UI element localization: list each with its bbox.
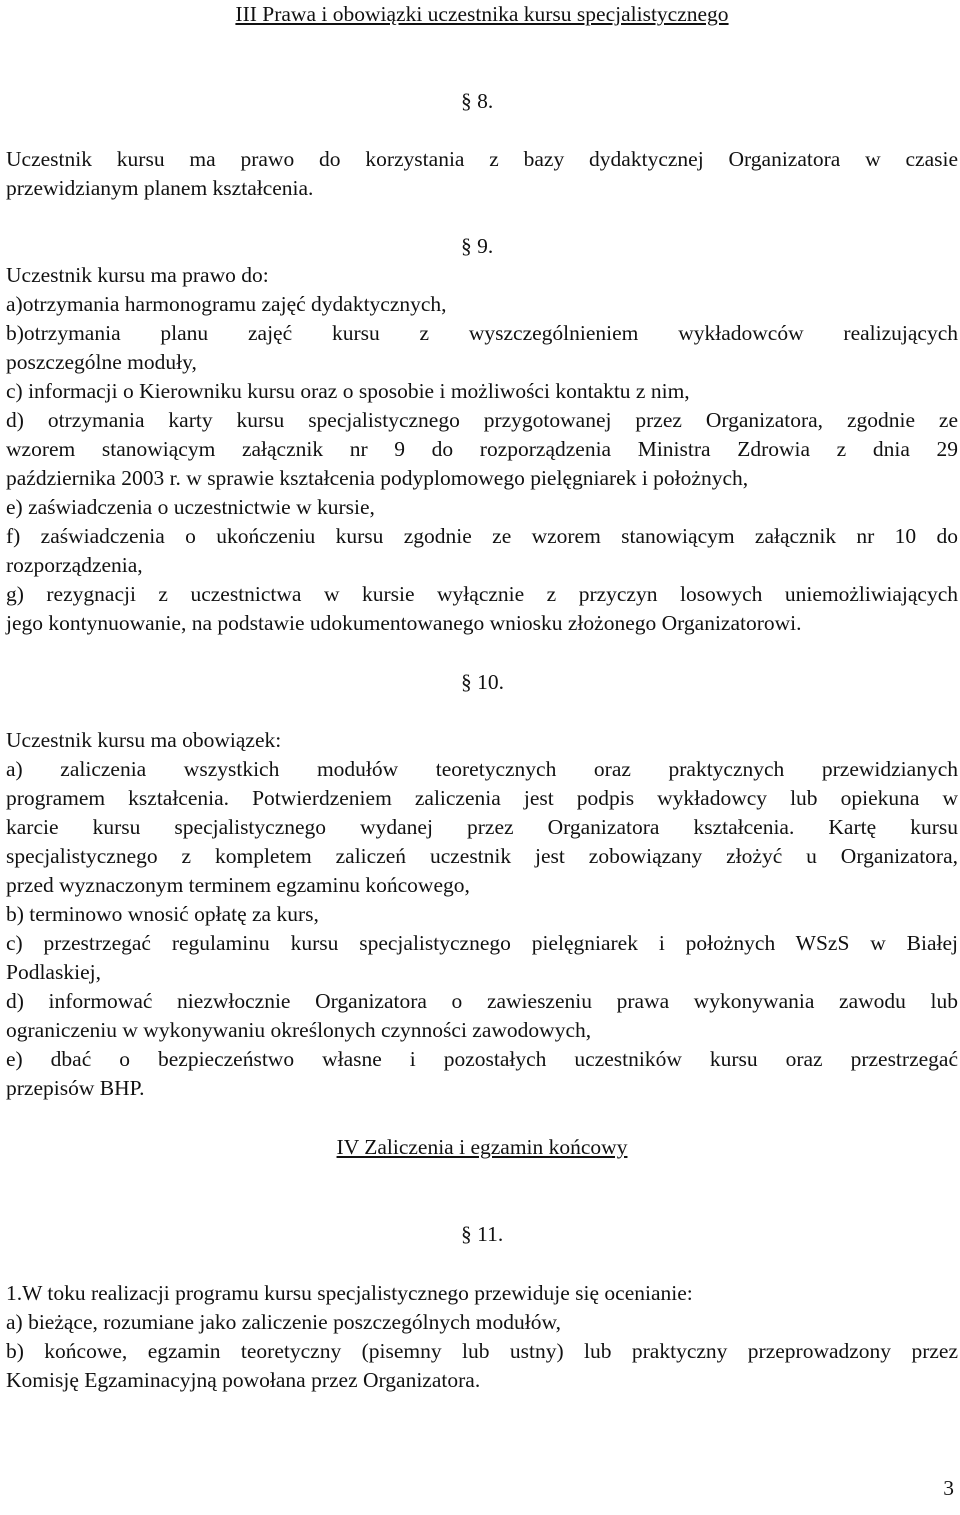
text-line: a)otrzymania harmonogramu zajęć dydaktycznych, [6,292,447,316]
paragraph-mark-10: § 10. [461,670,504,694]
text-line: Uczestnik kursu ma prawo do korzystania z bazy dydaktycznej Organizatora w czasie [6,147,958,171]
text-line: rozporządzenia, [6,553,143,577]
text-line: g) rezygnacji z uczestnictwa w kursie wyłącznie z przyczyn losowych uniemożliwiających [6,582,958,606]
paragraph-8-text [6,145,958,203]
text-line: d) otrzymania karty kursu specjalistycznego przygotowanej przez Organizatora, zgodnie ze [6,408,958,432]
text-line: e) zaświadczenia o uczestnictwie w kursie, [6,495,375,519]
paragraph-9-text [6,261,958,638]
text-line: b) końcowe, egzamin teoretyczny (pisemny lub ustny) lub praktyczny przeprowadzony przez [6,1339,958,1363]
paragraph-mark-9: § 9. [461,234,494,258]
text-line: d) informować niezwłocznie Organizatora o zawieszeniu prawa wykonywania zawodu lub [6,989,958,1013]
text-line: Komisję Egzaminacyjną powołana przez Organizatora. [6,1368,481,1392]
text-line: jego kontynuowanie, na podstawie udokumentowanego wniosku złożonego Organizatorowi. [6,611,802,635]
text-line: specjalistycznego z kompletem zaliczeń uczestnik jest zobowiązany złożyć u Organizatora, [6,844,958,868]
page-number: 3 [943,1476,954,1500]
text-line: ograniczeniu w wykonywaniu określonych czynności zawodowych, [6,1018,592,1042]
text-line: programem kształcenia. Potwierdzeniem zaliczenia jest podpis wykładowcy lub opiekuna w [6,786,958,810]
section-heading-iv: IV Zaliczenia i egzamin końcowy [336,1135,628,1159]
text-line: przepisów BHP. [6,1076,145,1100]
text-line: Uczestnik kursu ma obowiązek: [6,728,282,752]
text-line: przewidzianym planem kształcenia. [6,176,314,200]
text-line: c) informacji o Kierowniku kursu oraz o sposobie i możliwości kontaktu z nim, [6,379,690,403]
text-line: b) terminowo wnosić opłatę za kurs, [6,902,319,926]
text-line: a) zaliczenia wszystkich modułów teoretycznych oraz praktycznych przewidzianych [6,757,958,781]
text-line: wzorem stanowiącym załącznik nr 9 do rozporządzenia Ministra Zdrowia z dnia 29 [6,437,958,461]
text-line: karcie kursu specjalistycznego wydanej przez Organizatora kształcenia. Kartę kursu [6,815,958,839]
text-line: c) przestrzegać regulaminu kursu specjalistycznego pielęgniarek i położnych WSzS w Białej [6,931,958,955]
document-page [6,0,958,1515]
paragraph-11-text [6,1279,958,1395]
text-line: b)otrzymania planu zajęć kursu z wyszczególnieniem wykładowców realizujących [6,321,958,345]
paragraph-mark-8: § 8. [461,89,494,113]
section-heading-iii: III Prawa i obowiązki uczestnika kursu specjalistycznego [235,2,729,26]
text-line: Podlaskiej, [6,960,101,984]
text-line: f) zaświadczenia o ukończeniu kursu zgodnie ze wzorem stanowiącym załącznik nr 10 do [6,524,958,548]
text-line: października 2003 r. w sprawie kształcenia podyplomowego pielęgniarek i położnych, [6,466,749,490]
text-line: przed wyznaczonym terminem egzaminu końcowego, [6,873,470,897]
paragraph-mark-11: § 11. [461,1222,504,1246]
text-line: a) bieżące, rozumiane jako zaliczenie poszczególnych modułów, [6,1310,561,1334]
text-line: poszczególne moduły, [6,350,197,374]
text-line: e) dbać o bezpieczeństwo własne i pozostałych uczestników kursu oraz przestrzegać [6,1047,958,1071]
text-line: Uczestnik kursu ma prawo do: [6,263,269,287]
text-line: 1.W toku realizacji programu kursu specjalistycznego przewiduje się ocenianie: [6,1281,693,1305]
paragraph-10-text [6,726,958,1103]
